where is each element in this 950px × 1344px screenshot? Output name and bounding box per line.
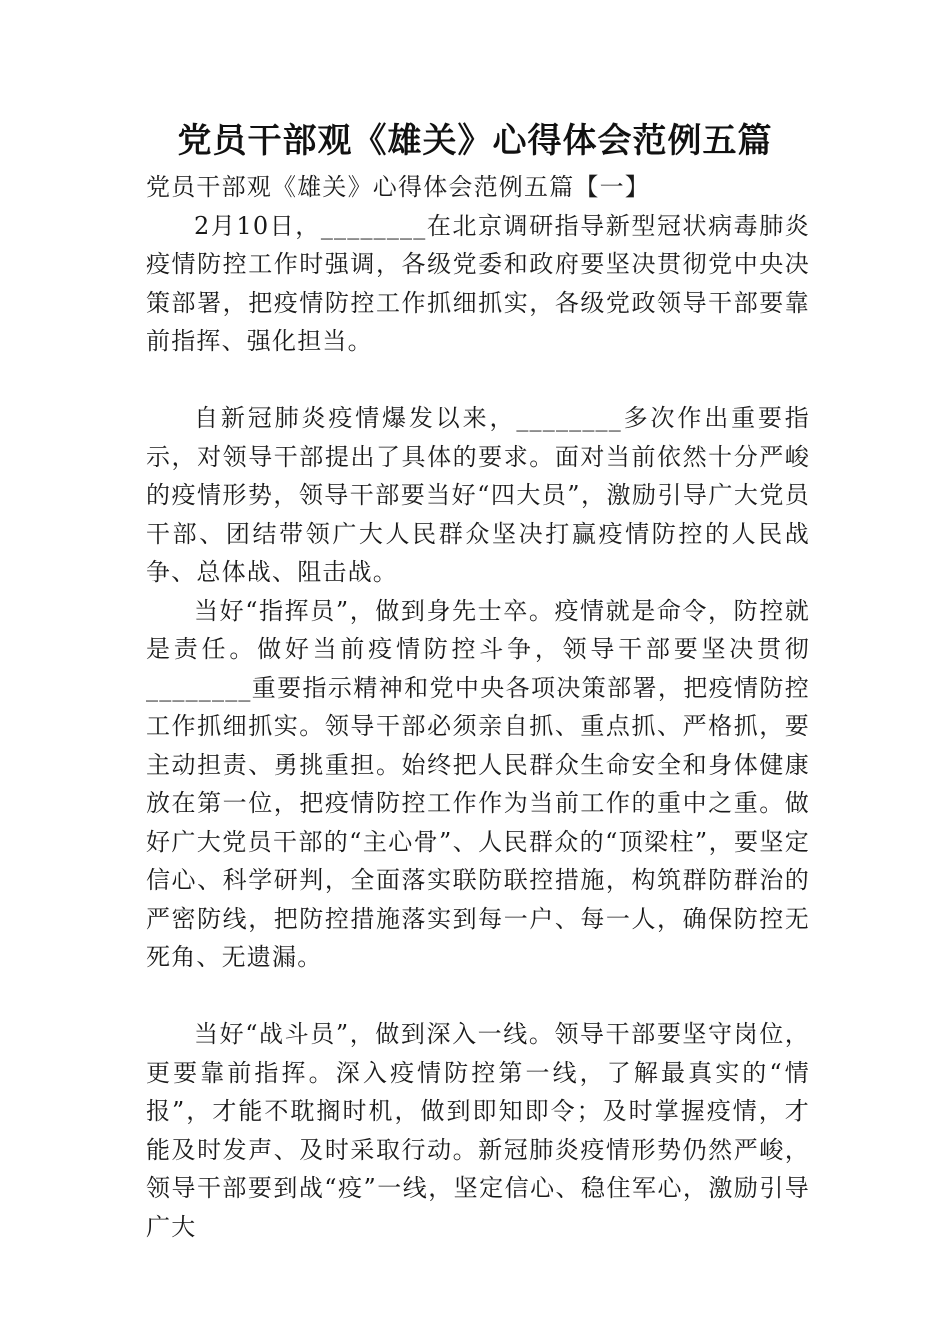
paragraph-4: 当好“战斗员”，做到深入一线。领导干部要坚守岗位，更要靠前指挥。深入疫情防控第一线，了解最真实的“情报”，才能不耽搁时机，做到即知即令；及时掌握疫情，才能及时发声、及时采取行动。新冠肺炎疫情形势仍然严峻，领导干部要到战“疫”一线，坚定信心、稳住军心，激励引导广大 [146,1020,810,1241]
section-subtitle: 党员干部观《雄关》心得体会范例五篇【一】 [146,173,650,201]
paragraph-gap [146,977,810,1016]
paragraph-gap [146,361,810,400]
paragraph-2: 自新冠肺炎疫情爆发以来，________多次作出重要指示，对领导干部提出了具体的要求。面对当前依然十分严峻的疫情形势，领导干部要当好“四大员”，激励引导广大党员干部、团结带领广大人民群众坚决打赢疫情防控的人民战争、总体战、阻击战。 [146,404,810,586]
document-title: 党员干部观《雄关》心得体会范例五篇 [177,121,773,161]
document-body [146,168,810,1246]
paragraph-1: 2月10日，________在北京调研指导新型冠状病毒肺炎疫情防控工作时强调，各级党委和政府要坚决贯彻党中央决策部署，把疫情防控工作抓细抓实，各级党政领导干部要靠前指挥、强化担当。 [146,211,810,355]
paragraph-3: 当好“指挥员”，做到身先士卒。疫情就是命令，防控就是责任。做好当前疫情防控斗争，领导干部要坚决贯彻________重要指示精神和党中央各项决策部署，把疫情防控工作抓细抓实。领导干部必须亲自抓、重点抓、严格抓，要主动担责、勇挑重担。始终把人民群众生命安全和身体健康放在第一位，把疫情防控工作作为当前工作的重中之重。做好广大党员干部的“主心骨”、人民群众的“顶梁柱”，要坚定信心、科学研判，全面落实联防联控措施，构筑群防群治的严密防线，把防控措施落实到每一户、每一人，确保防控无死角、无遗漏。 [146,596,810,971]
